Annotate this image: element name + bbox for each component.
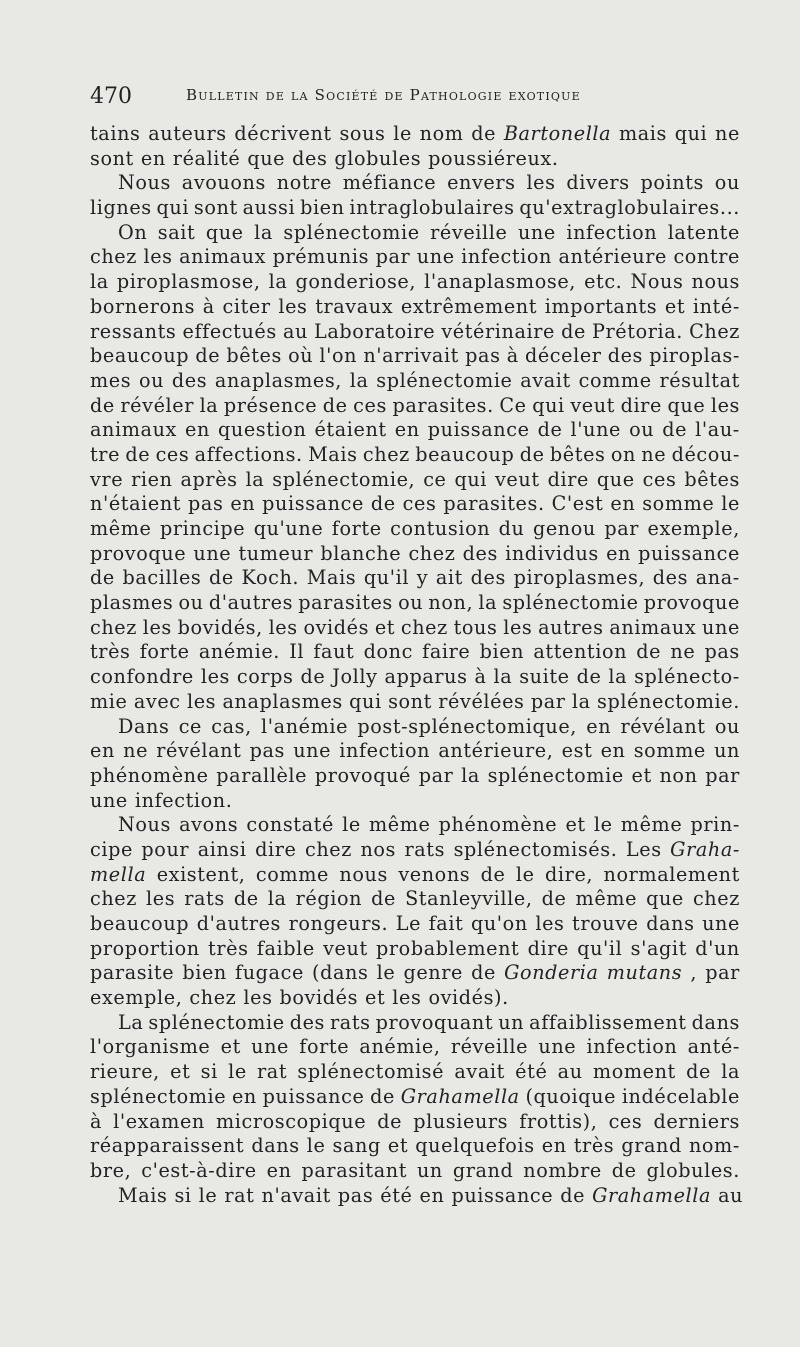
- text-line: proportion très faible veut probablement dire qu'il s'agit d'un: [90, 936, 740, 960]
- text-line: la piroplasmose, la gonderiose, l'anaplasmose, etc. Nous nous: [90, 270, 740, 294]
- text-line: de révéler la présence de ces parasites. Ce qui veut dire que les: [90, 393, 740, 417]
- text-line: de bacilles de Koch. Mais qu'il y ait des piroplasmes, des ana-: [90, 566, 740, 590]
- text-line: mella existent, comme nous venons de le dire, normalement: [90, 862, 740, 886]
- text-line: en ne révélant pas une infection antérieure, est en somme un: [90, 739, 740, 763]
- text-line: phénomène parallèle provoqué par la splénectomie et non par: [90, 763, 740, 787]
- text-line: exemple, chez les bovidés et les ovidés).: [90, 986, 509, 1010]
- text-line: même principe qu'une forte contusion du genou par exemple,: [90, 517, 740, 540]
- text-line: chez les bovidés, les ovidés et chez tous les autres animaux une: [90, 615, 740, 639]
- text-line: vre rien après la splénectomie, ce qui veut dire que ces bêtes: [90, 467, 740, 491]
- text-line: à l'examen microscopique de plusieurs frottis), ces derniers: [90, 1109, 740, 1133]
- text-line: tre de ces affections. Mais chez beaucoup de bêtes on ne décou-: [90, 442, 740, 466]
- text-line: plasmes ou d'autres parasites ou non, la splénectomie provoque: [90, 591, 740, 615]
- text-line: rieure, et si le rat splénectomisé avait été au moment de la: [90, 1060, 740, 1084]
- page-number: 470: [90, 84, 132, 109]
- text-line: très forte anémie. Il faut donc faire bien attention de ne pas: [90, 640, 740, 664]
- text-line: sont en réalité que des globules poussiéreux.: [90, 146, 559, 170]
- text-line: Dans ce cas, l'anémie post-splénectomique, en révélant ou: [118, 714, 740, 738]
- text-line: bornerons à citer les travaux extrêmement importants et inté-: [90, 294, 740, 318]
- text-line: mie avec les anaplasmes qui sont révélées par la splénectomie.: [90, 689, 740, 713]
- body-text: [90, 122, 744, 1208]
- text-line: l'organisme et une forte anémie, réveille une infection anté-: [90, 1035, 740, 1059]
- text-line: mes ou des anaplasmes, la splénectomie avait comme résultat: [90, 368, 740, 392]
- text-line: animaux en question étaient en puissance de l'une ou de l'au-: [90, 418, 740, 442]
- text-line: provoque une tumeur blanche chez des individus en puissance: [90, 541, 740, 565]
- running-title: Bulletin de la Société de Pathologie exotique: [186, 86, 581, 104]
- text-line: réapparaissent dans le sang et quelquefois en très grand nom-: [90, 1134, 740, 1158]
- text-line: cipe pour ainsi dire chez nos rats splénectomisés. Les Graha-: [90, 837, 740, 861]
- text-line: tains auteurs décrivent sous le nom de Bartonella mais qui ne: [90, 122, 740, 145]
- text-line: bre, c'est-à-dire en parasitant un grand nombre de globules.: [90, 1158, 740, 1182]
- text-line: Nous avouons notre méfiance envers les divers points ou: [118, 171, 740, 195]
- text-line: On sait que la splénectomie réveille une infection latente: [118, 220, 740, 244]
- text-line: La splénectomie des rats provoquant un affaiblissement dans: [118, 1010, 740, 1034]
- page-header: [90, 80, 740, 114]
- text-line: ressants effectués au Laboratoire vétérinaire de Prétoria. Chez: [90, 319, 740, 343]
- text-line: Mais si le rat n'avait pas été en puissance de Grahamella au: [118, 1183, 744, 1207]
- text-line: confondre les corps de Jolly apparus à la suite de la splénecto-: [90, 665, 740, 689]
- text-line: beaucoup d'autres rongeurs. Le fait qu'on les trouve dans une: [90, 912, 740, 935]
- text-line: splénectomie en puissance de Grahamella (quoique indécelable: [90, 1084, 740, 1108]
- text-line: beaucoup de bêtes où l'on n'arrivait pas à déceler des piroplas-: [90, 344, 740, 368]
- text-line: chez les animaux prémunis par une infection antérieure contre: [90, 245, 740, 269]
- text-line: une infection.: [90, 788, 233, 812]
- text-line: chez les rats de la région de Stanleyville, de même que chez: [90, 887, 740, 911]
- text-line: n'étaient pas en puissance de ces parasites. C'est en somme le: [90, 492, 740, 516]
- text-line: Nous avons constaté le même phénomène et le même prin-: [118, 813, 740, 837]
- text-line: lignes qui sont aussi bien intraglobulaires qu'extraglobulaires...: [90, 196, 740, 220]
- text-line: parasite bien fugace (dans le genre de Gonderia mutans , par: [90, 961, 740, 985]
